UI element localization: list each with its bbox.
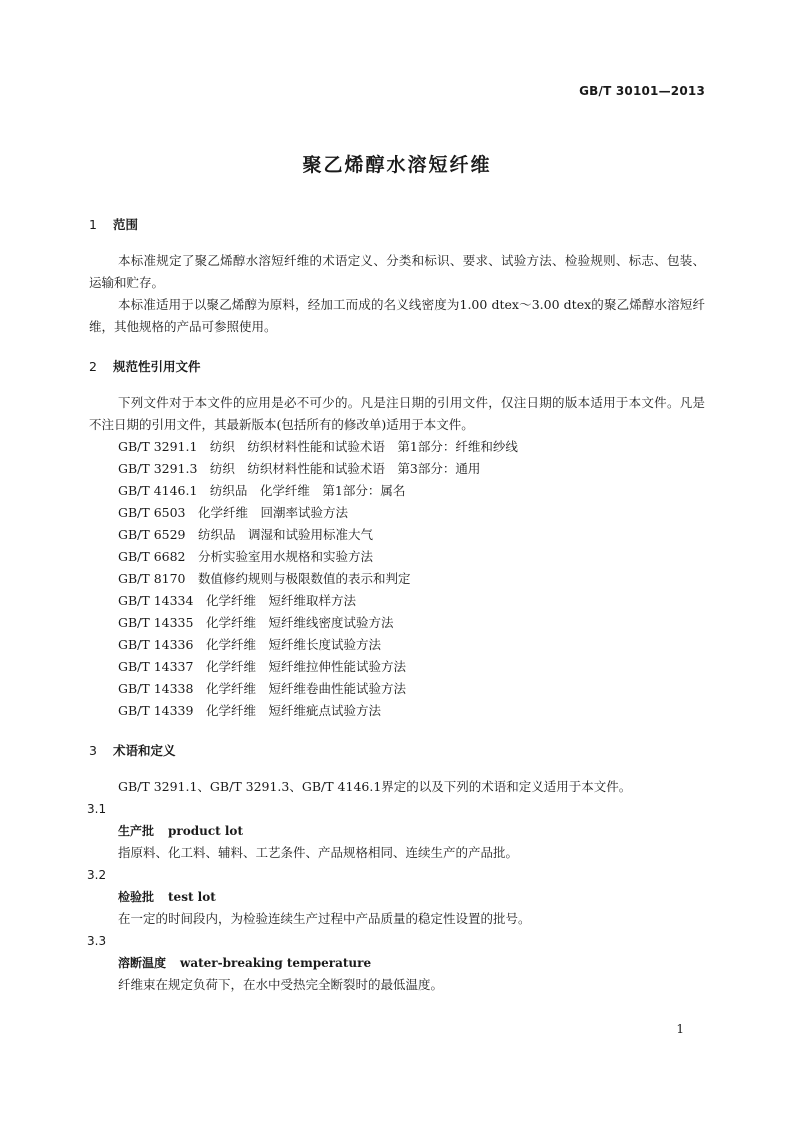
term-definition: 纤维束在规定负荷下，在水中受热完全断裂时的最低温度。 xyxy=(118,977,444,992)
section-heading-scope xyxy=(89,214,705,236)
term-number: 3.3 xyxy=(87,934,107,948)
term-name xyxy=(89,820,705,842)
paragraph: 本标准适用于以聚乙烯醇为原料，经加工而成的名义线密度为1.00 dtex～3.00 dtex的聚乙烯醇水溶短纤维，其他规格的产品可参照使用。 xyxy=(89,297,705,334)
section-heading-normative-references xyxy=(89,356,705,378)
reference-item: GB/T 8170 数值修约规则与极限数值的表示和判定 xyxy=(118,571,411,586)
reference-item: GB/T 14338 化学纤维 短纤维卷曲性能试验方法 xyxy=(118,681,406,696)
term-name-en: water-breaking temperature xyxy=(180,956,372,970)
page-number: 1 xyxy=(676,1022,684,1036)
section-heading-terms-definitions xyxy=(89,740,705,762)
term-name-zh: 生产批 xyxy=(118,824,155,838)
paragraph: 本标准规定了聚乙烯醇水溶短纤维的术语定义、分类和标识、要求、试验方法、检验规则、标志、包装、运输和贮存。 xyxy=(89,253,705,290)
reference-item: GB/T 4146.1 纺织品 化学纤维 第1部分：属名 xyxy=(118,483,406,498)
reference-item: GB/T 14335 化学纤维 短纤维线密度试验方法 xyxy=(118,615,394,630)
reference-item: GB/T 3291.1 纺织 纺织材料性能和试验术语 第1部分：纤维和纱线 xyxy=(118,439,518,454)
section-title: 规范性引用文件 xyxy=(113,359,201,374)
reference-item: GB/T 14336 化学纤维 短纤维长度试验方法 xyxy=(118,637,381,652)
term-name-en: test lot xyxy=(168,890,216,904)
standard-code: GB/T 30101—2013 xyxy=(579,84,705,98)
term-name xyxy=(89,886,705,908)
document-body xyxy=(89,214,705,996)
section-number: 2 xyxy=(89,359,97,374)
term-number: 3.1 xyxy=(87,802,107,816)
paragraph: GB/T 3291.1、GB/T 3291.3、GB/T 4146.1界定的以及下列的术语和定义适用于本文件。 xyxy=(118,779,632,794)
reference-item: GB/T 14337 化学纤维 短纤维拉伸性能试验方法 xyxy=(118,659,406,674)
reference-item: GB/T 6529 纺织品 调湿和试验用标准大气 xyxy=(118,527,374,542)
term-name xyxy=(89,952,705,974)
reference-item: GB/T 3291.3 纺织 纺织材料性能和试验术语 第3部分：通用 xyxy=(118,461,481,476)
reference-item: GB/T 14334 化学纤维 短纤维取样方法 xyxy=(118,593,356,608)
term-name-zh: 溶断温度 xyxy=(118,956,167,970)
section-number: 3 xyxy=(89,743,97,758)
section-title: 术语和定义 xyxy=(113,743,176,758)
section-number: 1 xyxy=(89,217,97,232)
term-definition: 在一定的时间段内，为检验连续生产过程中产品质量的稳定性设置的批号。 xyxy=(118,911,531,926)
paragraph: 下列文件对于本文件的应用是必不可少的。凡是注日期的引用文件，仅注日期的版本适用于本文件。凡是不注日期的引用文件，其最新版本(包括所有的修改单)适用于本文件。 xyxy=(89,395,705,432)
term-definition: 指原料、化工料、辅料、工艺条件、产品规格相同、连续生产的产品批。 xyxy=(118,845,519,860)
section-title: 范围 xyxy=(113,217,139,232)
document-title: 聚乙烯醇水溶短纤维 xyxy=(302,154,492,176)
reference-item: GB/T 6682 分析实验室用水规格和实验方法 xyxy=(118,549,374,564)
term-number: 3.2 xyxy=(87,868,107,882)
term-name-zh: 检验批 xyxy=(118,890,155,904)
term-name-en: product lot xyxy=(168,824,243,838)
reference-item: GB/T 6503 化学纤维 回潮率试验方法 xyxy=(118,505,349,520)
reference-item: GB/T 14339 化学纤维 短纤维疵点试验方法 xyxy=(118,703,381,718)
